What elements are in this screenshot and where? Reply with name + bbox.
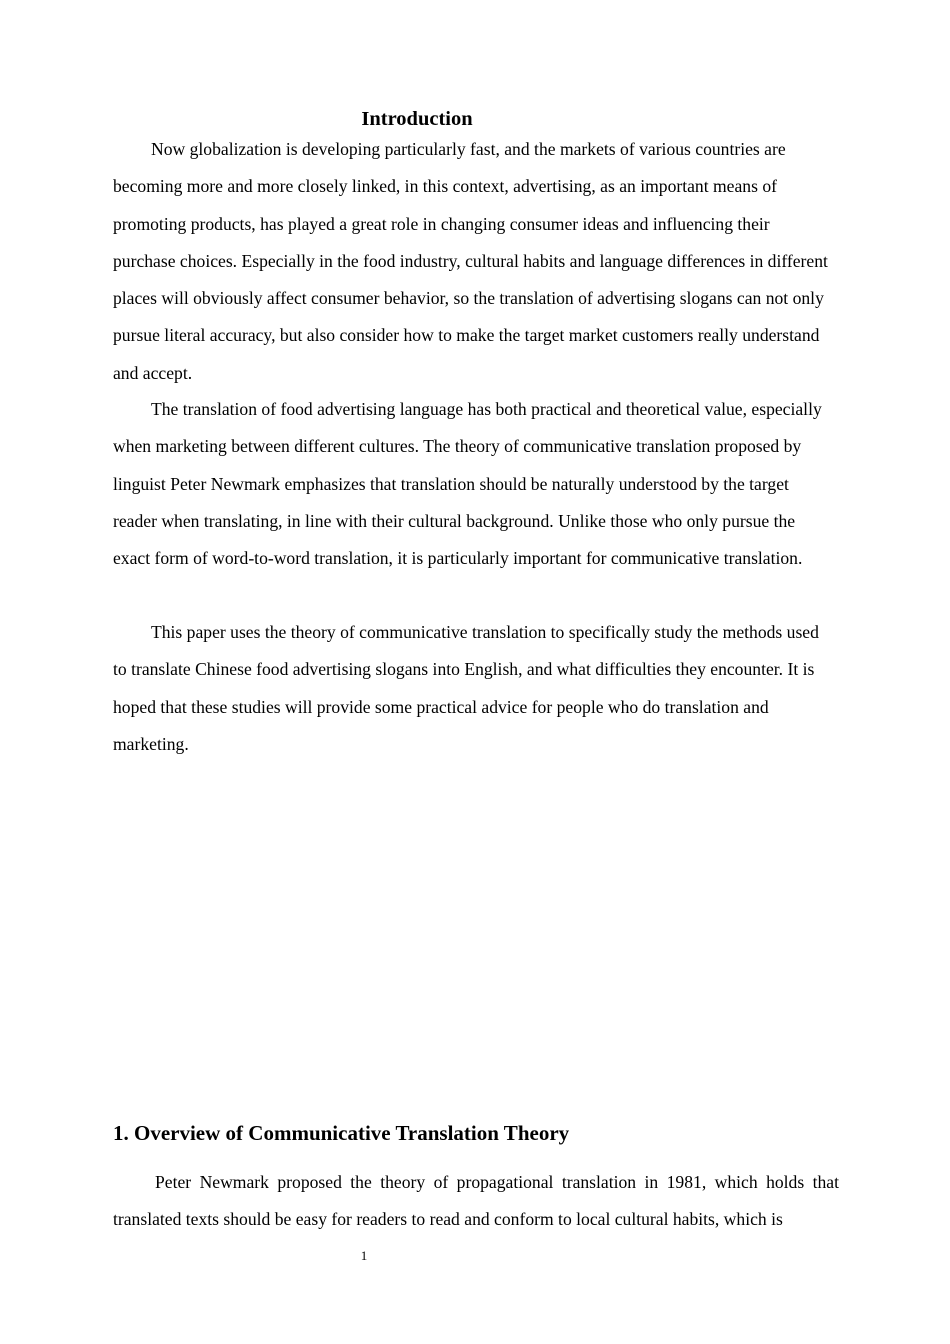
introduction-heading: Introduction [361, 108, 473, 130]
page-number: 1 [360, 1248, 368, 1263]
intro-paragraph-3: This paper uses the theory of communicative translation to specifically study the methods used to translate Chinese food advertising slogans into English, and what difficulties they encounter. It is hoped that these studies will provide some practical advice for people who do translation and marketing. [113, 622, 819, 754]
intro-paragraph-1: Now globalization is developing particularly fast, and the markets of various countries are becoming more and more closely linked, in this context, advertising, as an important means of promoting products, has played a great role in changing consumer ideas and influencing their purchase choices. Especially in the food industry, cultural habits and language differences in different places will obviously affect consumer behavior, so the translation of advertising slogans can not only pursue literal accuracy, but also consider how to make the target market customers really understand and accept. [113, 139, 828, 383]
section-1-paragraph: Peter Newmark proposed the theory of propagational translation in 1981, which holds that translated texts should be easy for readers to read and conform to local cultural habits, which is [113, 1172, 839, 1230]
section-1-heading: 1. Overview of Communicative Translation Theory [113, 1121, 570, 1145]
intro-paragraph-2: The translation of food advertising language has both practical and theoretical value, especially when marketing between different cultures. The theory of communicative translation proposed by linguist Peter Newmark emphasizes that translation should be naturally understood by the target reader when translating, in line with their cultural background. Unlike those who only pursue the exact form of word-to-word translation, it is particularly important for communicative translation. [113, 399, 822, 569]
